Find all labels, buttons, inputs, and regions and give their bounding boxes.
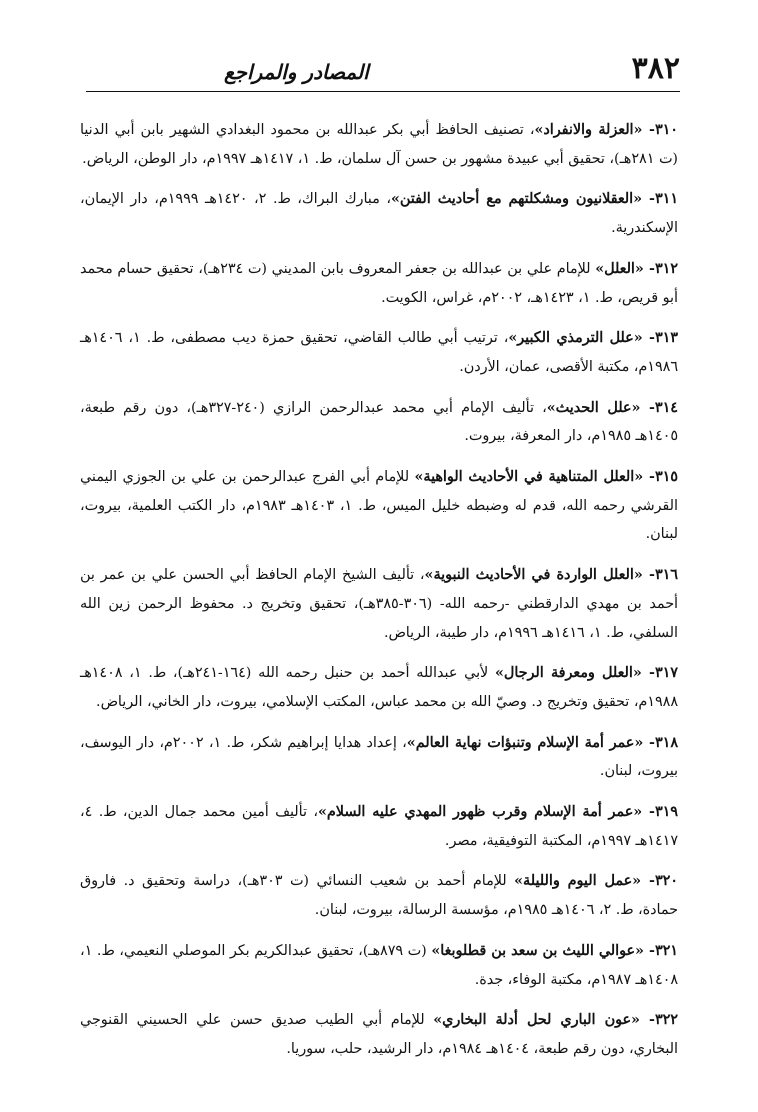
entry-number: ٣١٦-: [642, 567, 678, 584]
entry-details: ، تأليف الإمام أبي محمد عبدالرحمن الرازي (٢٤٠-٣٢٧هـ)، دون رقم طبعة، ١٤٠٥هـ ١٩٨٥م، دار المعرفة، بيروت.: [80, 399, 678, 445]
bibliography-entry: [80, 394, 678, 451]
entry-number: ٣١٣-: [642, 330, 678, 347]
entry-details: ، تصنيف الحافظ أبي بكر عبدالله بن محمود البغدادي الشهير بابن أبي الدنيا (ت ٢٨١هـ)، تحقيق أبي عبيدة مشهور بن حسن آل سلمان، ط. ١، ١٤١٧هـ ١٩٩٧م، دار الوطن، الرياض.: [80, 122, 678, 167]
entry-number: ٣١٢-: [643, 260, 678, 277]
entry-title: «العزلة والانفراد»: [534, 122, 643, 138]
entry-details: للإمام أحمد بن شعيب النسائي (ت ٣٠٣هـ)، دراسة وتحقيق د. فاروق حمادة، ط. ٢، ١٤٠٦هـ ١٩٨٥م، مؤسسة الرسالة، بيروت، لبنان.: [80, 873, 678, 919]
bibliography-entry: [80, 937, 678, 994]
bibliography-entry: [80, 867, 678, 924]
entry-title: «العلل ومعرفة الرجال»: [495, 665, 642, 682]
entry-details: (ت ٨٧٩هـ)، تحقيق عبدالكريم بكر الموصلي النعيمي، ط. ١، ١٤٠٨هـ ١٩٨٧م، مكتبة الوفاء، جدة.: [80, 942, 678, 988]
entry-number: ٣٢٠-: [641, 873, 678, 890]
entry-title: «عمل اليوم والليلة»: [514, 873, 642, 890]
entry-number: ٣١٨-: [643, 734, 679, 751]
entry-number: ٣١٤-: [640, 399, 678, 416]
entry-details: للإمام أبي الفرج عبدالرحمن بن علي بن الجوزي اليمني القرشي رحمه الله، قدم له وضبطه خليل الميس، ط. ١، ١٤٠٣هـ ١٩٨٣م، دار الكتب العلمية، بيروت، لبنان.: [80, 469, 678, 543]
entry-number: ٣٢١-: [643, 942, 678, 959]
bibliography-entry: [80, 324, 678, 381]
bibliography-list: [80, 116, 678, 1076]
bibliography-entry: [80, 463, 678, 549]
entry-title: «العلل الواردة في الأحاديث النبوية»: [424, 567, 643, 584]
page-header: [86, 46, 680, 92]
page-number: ٣٨٢: [631, 51, 680, 86]
entry-details: ، تأليف أمين محمد جمال الدين، ط. ٤، ١٤١٧هـ ١٩٩٧م، المكتبة التوفيقية، مصر.: [80, 804, 678, 849]
entry-title: «عوالي الليث بن سعد بن قطلوبغا»: [431, 942, 644, 959]
entry-number: ٣٢٢-: [639, 1012, 678, 1029]
entry-details: للإمام علي بن عبدالله بن جعفر المعروف بابن المديني (ت ٢٣٤هـ)، تحقيق حسام محمد أبو قريص، ط. ١، ١٤٢٣هـ، ٢٠٠٢م، غراس، الكويت.: [80, 260, 678, 306]
bibliography-entry: [80, 561, 678, 647]
entry-title: «عون الباري لحل أدلة البخاري»: [433, 1012, 640, 1029]
entry-number: ٣١٠-: [642, 122, 678, 138]
bibliography-entry: [80, 729, 678, 786]
bibliography-entry: [80, 659, 678, 716]
bibliography-entry: [80, 255, 678, 312]
entry-number: ٣١٧-: [641, 665, 678, 682]
entry-details: ، تأليف الشيخ الإمام الحافظ أبي الحسن علي بن عمر بن أحمد بن مهدي الدارقطني -رحمه الله- (٣٠٦-٣٨٥هـ)، تحقيق وتخريج د. محفوظ الرحمن زين الله السلفي، ط. ١، ١٤١٦هـ ١٩٩٦م، دار طيبة، الرياض.: [80, 567, 679, 641]
entry-details: لأبي عبدالله أحمد بن حنبل رحمه الله (١٦٤-٢٤١هـ)، ط. ١، ١٤٠٨هـ ١٩٨٨م، تحقيق وتخريج د. وصيّ الله بن محمد عباس، المكتب الإسلامي، بيروت، دار الخاني، الرياض.: [80, 665, 678, 710]
entry-number: ٣١٥-: [643, 469, 678, 486]
entry-title: «العلل»: [595, 260, 644, 277]
bibliography-entry: [80, 116, 678, 173]
entry-title: «علل الترمذي الكبير»: [508, 330, 643, 347]
entry-details: للإمام أبي الطيب صديق حسن علي الحسيني القنوجي البخاري، دون رقم طبعة، ١٤٠٤هـ ١٩٨٤م، دار الرشيد، حلب، سوريا.: [80, 1012, 678, 1057]
entry-details: ، إعداد هدايا إبراهيم شكر، ط. ١، ٢٠٠٢م، دار اليوسف، بيروت، لبنان.: [80, 734, 678, 780]
bibliography-entry: [80, 185, 678, 242]
entry-title: «عمر أمة الإسلام وقرب ظهور المهدي عليه السلام»: [318, 804, 643, 821]
entry-details: ، ترتيب أبي طالب القاضي، تحقيق حمزة ديب مصطفى، ط. ١، ١٤٠٦هـ ١٩٨٦م، مكتبة الأقصى، عمان، الأردن.: [80, 330, 678, 375]
entry-title: «علل الحديث»: [546, 399, 641, 416]
entry-title: «العقلانيون ومشكلتهم مع أحاديث الفتن»: [390, 191, 643, 208]
entry-number: ٣١٩-: [642, 804, 678, 821]
entry-number: ٣١١-: [642, 191, 679, 208]
bibliography-entry: [80, 1006, 678, 1063]
entry-title: «العلل المتناهية في الأحاديث الواهية»: [414, 469, 644, 486]
entry-title: «عمر أمة الإسلام وتنبؤات نهاية العالم»: [406, 734, 644, 751]
running-title: المصادر والمراجع: [224, 60, 369, 84]
entry-details: ، مبارك البراك، ط. ٢، ١٤٢٠هـ ١٩٩٩م، دار الإيمان، الإسكندرية.: [80, 191, 678, 237]
bibliography-entry: [80, 798, 678, 855]
header-rule: [86, 91, 680, 92]
